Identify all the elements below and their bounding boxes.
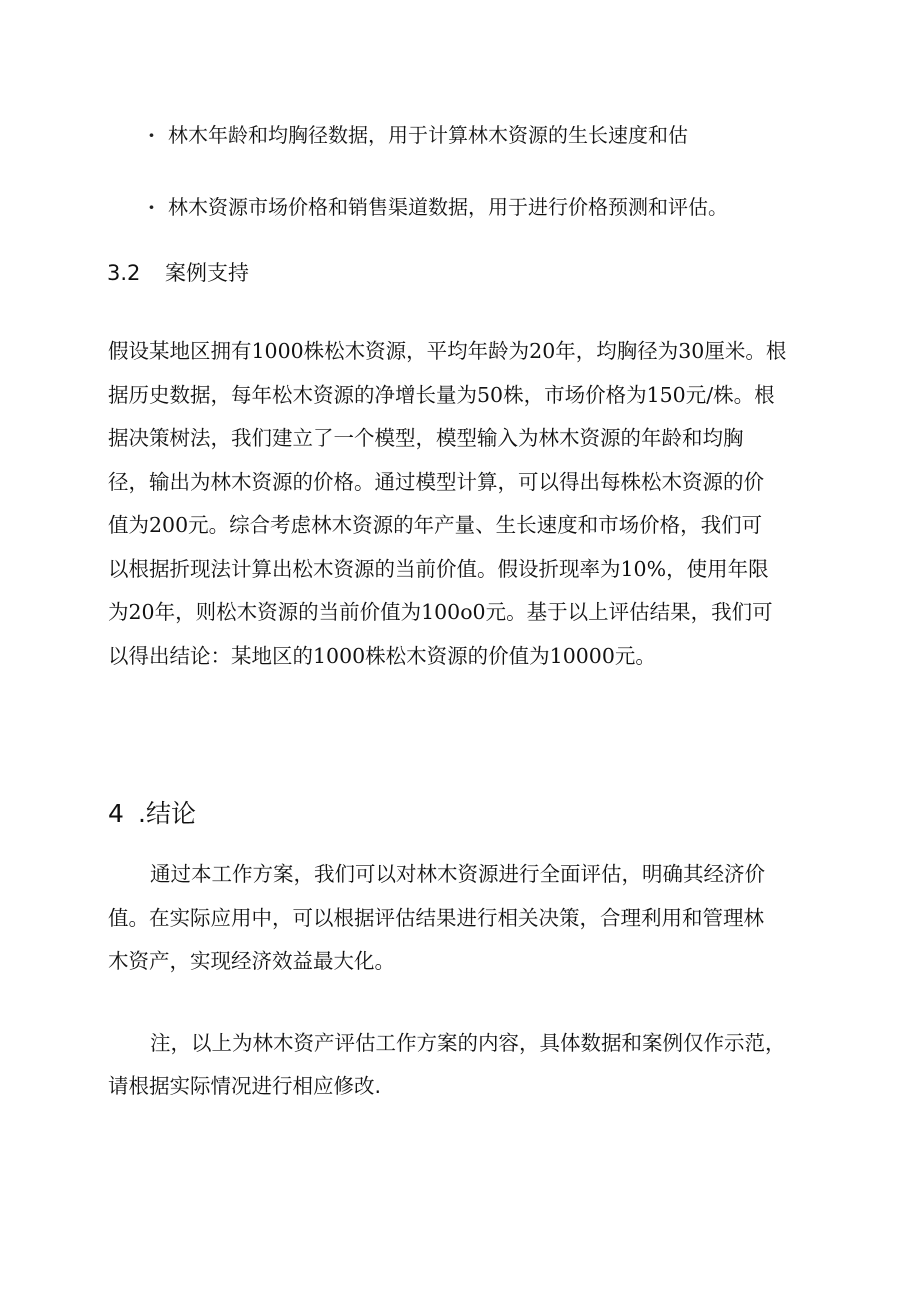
bullet-dot: · <box>148 123 155 147</box>
bullet-item <box>148 121 688 149</box>
section-title: .结论 <box>138 799 196 828</box>
case-paragraph <box>108 330 826 678</box>
paragraph-line: 以得出结论：某地区的1000株松木资源的价值为10000元。 <box>108 643 656 668</box>
paragraph-line: 通过本工作方案，我们可以对林木资源进行全面评估，明确其经济价 <box>150 862 765 886</box>
section-number: 3.2 <box>107 261 141 285</box>
paragraph-line: 径，输出为林木资源的价格。通过模型计算，可以得出每株松木资源的价 <box>108 469 764 494</box>
bullet-text: 林木资源市场价格和销售渠道数据，用于进行价格预测和评估。 <box>168 195 728 219</box>
paragraph-line: 据历史数据，每年松木资源的净增长量为50株，市场价格为150元/株。根 <box>108 382 775 407</box>
bullet-text: 林木年龄和均胸径数据，用于计算林木资源的生长速度和估 <box>168 123 688 147</box>
paragraph-line: 值。在实际应用中，可以根据评估结果进行相关决策，合理利用和管理林 <box>108 905 764 930</box>
section-heading-4 <box>108 796 196 832</box>
conclusion-paragraph <box>108 853 826 984</box>
note-paragraph <box>108 1022 826 1108</box>
paragraph-line: 以根据折现法计算出松木资源的当前价值。假设折现率为10%，使用年限 <box>108 556 769 581</box>
paragraph-line: 木资产，实现经济效益最大化。 <box>108 949 395 973</box>
paragraph-line: 假设某地区拥有1000株松木资源，平均年龄为20年，均胸径为30厘米。根 <box>108 339 787 363</box>
section-heading-3-2 <box>107 258 249 288</box>
paragraph-line: 请根据实际情况进行相应修改. <box>108 1074 382 1098</box>
paragraph-line: 为20年，则松木资源的当前价值为100o0元。基于以上评估结果，我们可 <box>108 600 773 624</box>
paragraph-line: 注，以上为林木资产评估工作方案的内容，具体数据和案例仅作示范， <box>150 1031 786 1055</box>
paragraph-line: 值为200元。综合考虑林木资源的年产量、生长速度和市场价格，我们可 <box>108 513 763 537</box>
bullet-item <box>148 193 728 221</box>
section-number: 4 <box>108 799 124 828</box>
section-title: 案例支持 <box>165 261 249 285</box>
bullet-dot: · <box>148 195 155 219</box>
paragraph-line: 据决策树法，我们建立了一个模型，模型输入为林木资源的年龄和均胸 <box>108 426 744 450</box>
